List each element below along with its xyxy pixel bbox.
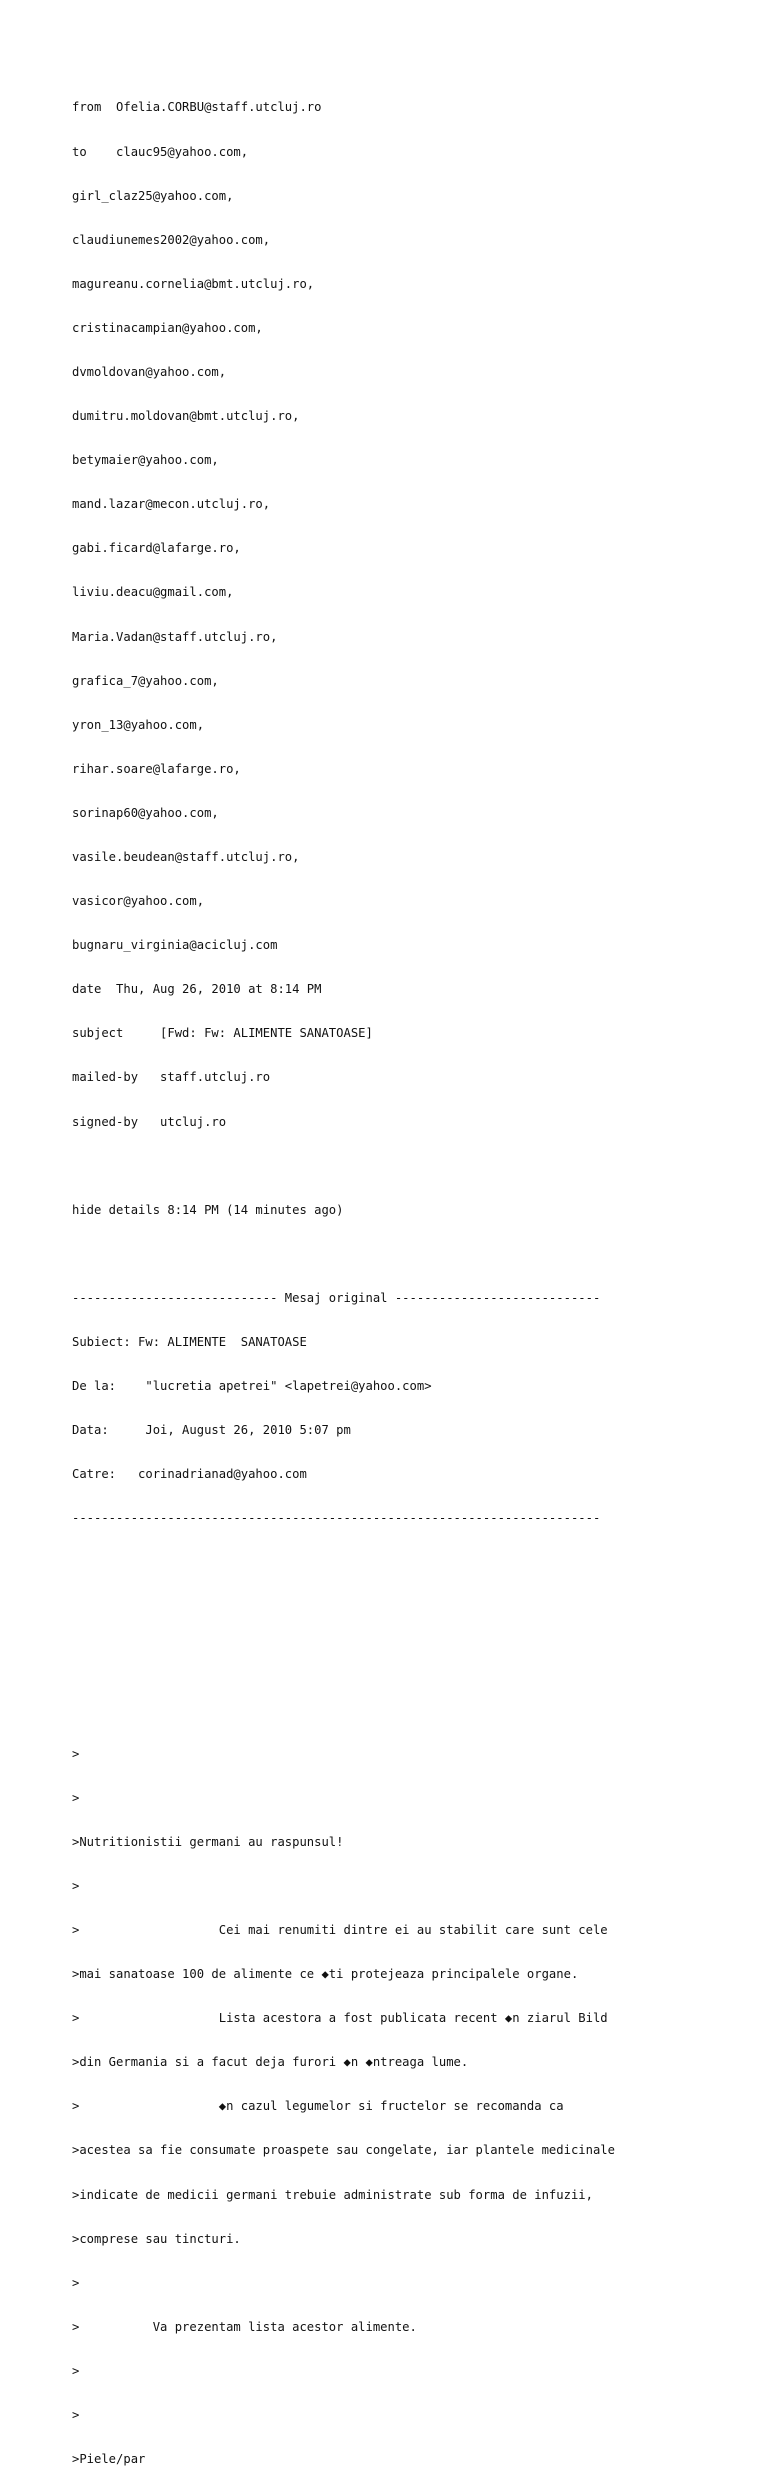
quoted-line: > <box>72 1790 80 1805</box>
email-document <box>72 71 752 2482</box>
quoted-line: > <box>72 2408 80 2423</box>
recipient-line: vasicor@yahoo.com, <box>72 894 205 909</box>
quoted-line: >mai sanatoase 100 de alimente ce ◆ti protejeaza principalele organe. <box>72 1967 579 1982</box>
recipient-line: yron_13@yahoo.com, <box>72 717 205 732</box>
recipient-line: bugnaru_virginia@acicluj.com <box>72 938 278 953</box>
quoted-line: >din Germania si a facut deja furori ◆n ◆ntreaga lume. <box>72 2055 469 2070</box>
subject-line: subject [Fwd: Fw: ALIMENTE SANATOASE] <box>72 1026 373 1041</box>
blank-line <box>72 1247 752 1262</box>
quoted-line: > Va prezentam lista acestor alimente. <box>72 2319 417 2334</box>
hide-details-line: hide details 8:14 PM (14 minutes ago) <box>72 1202 344 1217</box>
quoted-line: > Lista acestora a fost publicata recent ◆n ziarul Bild <box>72 2011 608 2026</box>
quoted-line: > <box>72 1746 80 1761</box>
quoted-line: > <box>72 2363 80 2378</box>
original-separator-bottom: ------------------------------------------------------------------------ <box>72 1511 601 1526</box>
recipient-line: claudiunemes2002@yahoo.com, <box>72 232 271 247</box>
recipient-line: girl_claz25@yahoo.com, <box>72 188 234 203</box>
quoted-line: >indicate de medicii germani trebuie administrate sub forma de infuzii, <box>72 2187 593 2202</box>
quoted-line: > Cei mai renumiti dintre ei au stabilit care sunt cele <box>72 1922 608 1937</box>
recipient-line: cristinacampian@yahoo.com, <box>72 320 263 335</box>
to-line: to clauc95@yahoo.com, <box>72 144 249 159</box>
signed-by-line: signed-by utcluj.ro <box>72 1114 227 1129</box>
quoted-line: >Nutritionistii germani au raspunsul! <box>72 1834 344 1849</box>
date-line: date Thu, Aug 26, 2010 at 8:14 PM <box>72 982 322 997</box>
recipient-line: Maria.Vadan@staff.utcluj.ro, <box>72 629 278 644</box>
original-date-line: Data: Joi, August 26, 2010 5:07 pm <box>72 1423 351 1438</box>
recipient-line: dumitru.moldovan@bmt.utcluj.ro, <box>72 409 300 424</box>
recipient-line: liviu.deacu@gmail.com, <box>72 585 234 600</box>
quoted-line: >acestea sa fie consumate proaspete sau congelate, iar plantele medicinale <box>72 2143 615 2158</box>
recipient-line: magureanu.cornelia@bmt.utcluj.ro, <box>72 276 315 291</box>
blank-space <box>72 1570 752 1702</box>
quoted-line: > ◆n cazul legumelor si fructelor se recomanda ca <box>72 2099 564 2114</box>
recipient-line: mand.lazar@mecon.utcluj.ro, <box>72 497 271 512</box>
recipient-line: vasile.beudean@staff.utcluj.ro, <box>72 850 300 864</box>
recipient-line: dvmoldovan@yahoo.com, <box>72 364 227 379</box>
original-subject-line: Subiect: Fw: ALIMENTE SANATOASE <box>72 1335 307 1350</box>
quoted-line: >Piele/par <box>72 2452 146 2467</box>
original-separator-top: ---------------------------- Mesaj original ---------------------------- <box>72 1290 601 1305</box>
blank-line <box>72 1159 752 1174</box>
quoted-line: > <box>72 2275 80 2290</box>
recipient-line: betymaier@yahoo.com, <box>72 453 219 468</box>
original-to-line: Catre: corinadrianad@yahoo.com <box>72 1467 307 1482</box>
recipient-line: sorinap60@yahoo.com, <box>72 805 219 820</box>
recipient-line: rihar.soare@lafarge.ro, <box>72 761 241 776</box>
recipient-line: grafica_7@yahoo.com, <box>72 673 219 688</box>
original-from-line: De la: "lucretia apetrei" <lapetrei@yahoo.com> <box>72 1379 432 1394</box>
quoted-line: >comprese sau tincturi. <box>72 2231 241 2246</box>
from-line: from Ofelia.CORBU@staff.utcluj.ro <box>72 100 322 115</box>
mailed-by-line: mailed-by staff.utcluj.ro <box>72 1070 271 1085</box>
recipient-line: gabi.ficard@lafarge.ro, <box>72 541 241 556</box>
quoted-line: > <box>72 1878 80 1893</box>
